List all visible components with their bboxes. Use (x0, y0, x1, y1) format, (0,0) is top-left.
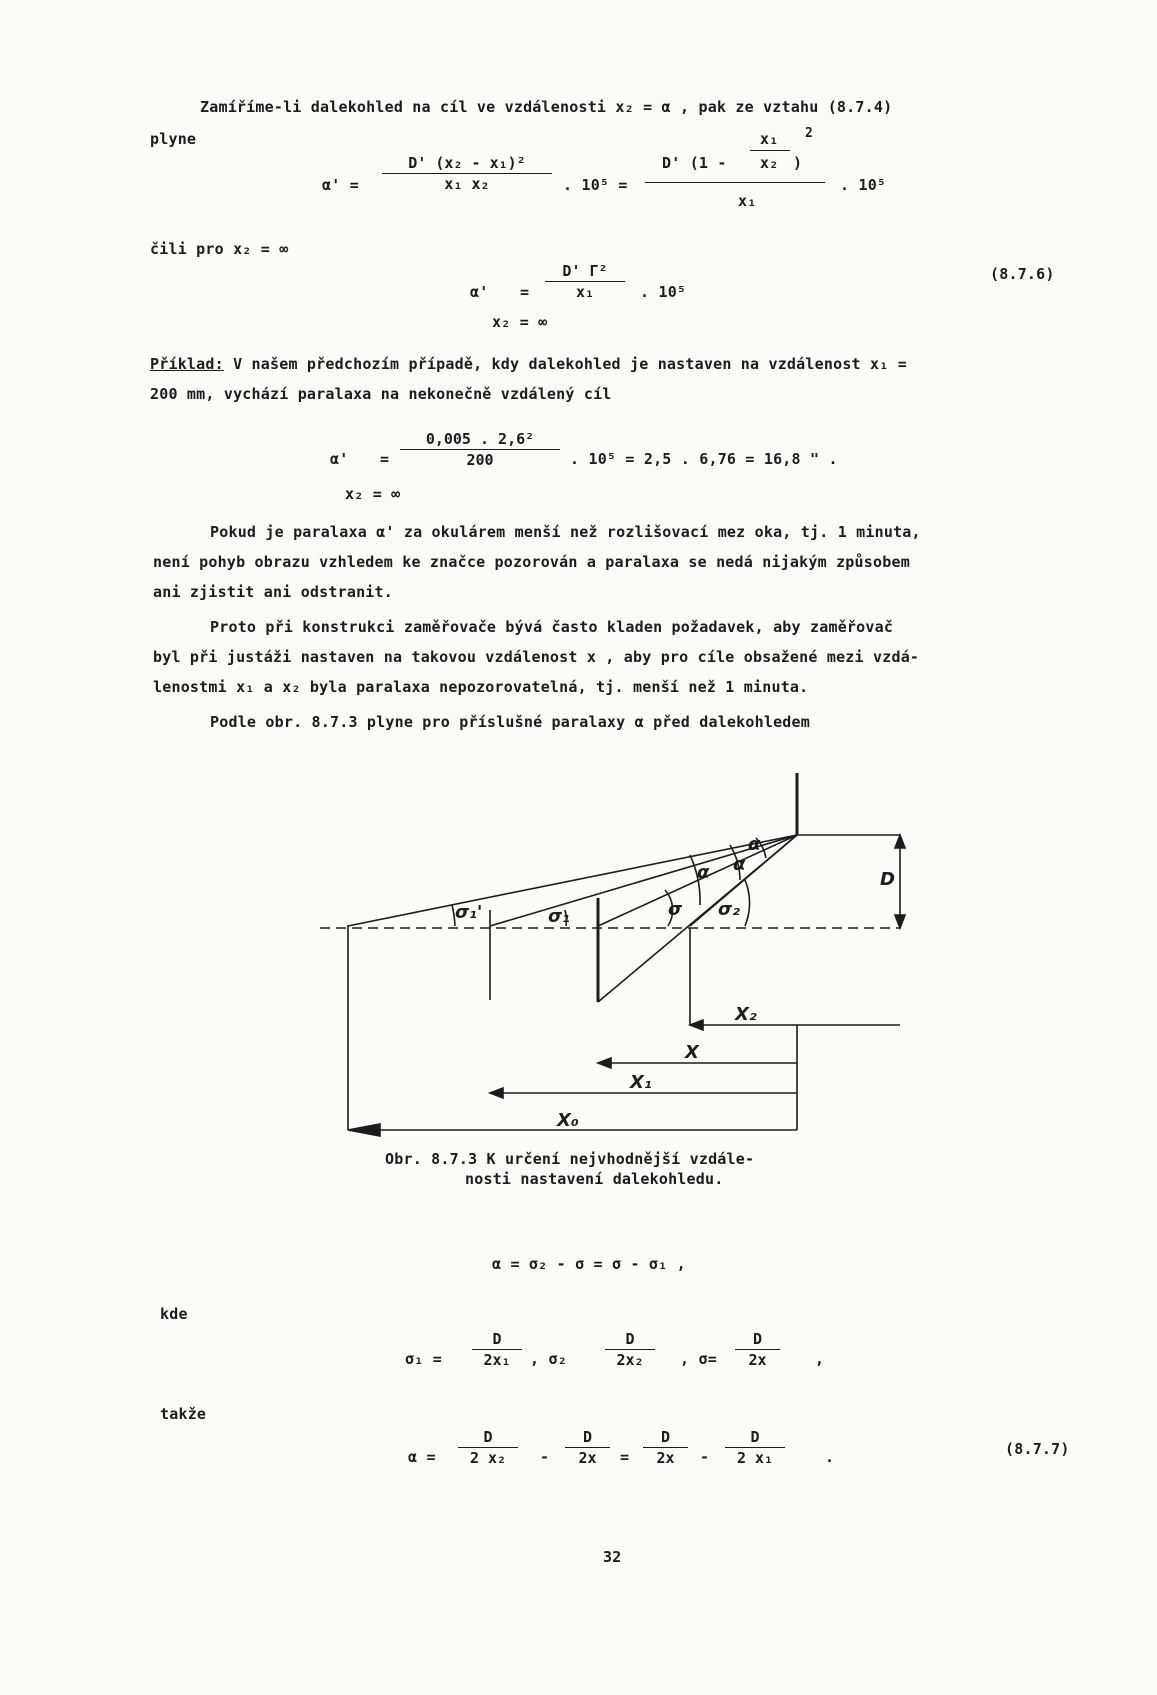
equation-text: = (520, 283, 530, 301)
equation-text: . 10⁵ = (563, 176, 628, 194)
text-line: takže (160, 1405, 207, 1423)
x1-label: X₁ (630, 1072, 652, 1093)
fraction: D 2 x₂ (458, 1428, 518, 1467)
equation-text: D' (1 - (662, 154, 727, 172)
equation-label: (8.7.6) (990, 265, 1055, 283)
fraction: D' (x₂ - x₁)² x₁ x₂ (382, 154, 552, 193)
text-line: lenostmi x₁ a x₂ byla paralaxa nepozorovatelná, tj. menší než 1 minuta. (153, 678, 809, 696)
alpha-label: α (733, 854, 746, 875)
equation-label: (8.7.7) (1005, 1440, 1070, 1458)
text-line: plyne (150, 130, 197, 148)
text-line: byl při justáži nastaven na takovou vzdálenost x , aby pro cíle obsažené mezi vzdá- (153, 648, 920, 666)
equation-text: . 10⁵ (840, 176, 887, 194)
fraction: D 2 x₁ (725, 1428, 785, 1467)
fraction: D 2x (643, 1428, 688, 1467)
example-text: V našem předchozím případě, kdy dalekohled je nastaven na vzdálenost x₁ = (223, 355, 907, 373)
example-label: Příklad: (150, 355, 224, 373)
equation: α = σ₂ - σ = σ - σ₁ , (492, 1255, 686, 1273)
equation-text: , σ= (680, 1350, 717, 1368)
x-label: X (685, 1042, 699, 1063)
text-line: Proto při konstrukci zaměřovače bývá často kladen požadavek, aby zaměřovač (210, 618, 894, 636)
equation-text: x₁ (738, 192, 757, 210)
equation-text: , σ₂ (530, 1350, 567, 1368)
equation-text: x₂ = ∞ (492, 313, 548, 331)
equation-text: ) (793, 154, 803, 172)
equation-text: . 10⁵ = 2,5 . 6,76 = 16,8 " . (570, 450, 838, 468)
fraction: 0,005 . 2,6² 200 (400, 430, 560, 469)
x2-label: X₂ (735, 1004, 757, 1025)
equation-text: x₂ = ∞ (345, 485, 401, 503)
text-line: Pokud je paralaxa α' za okulárem menší než rozlišovací mez oka, tj. 1 minuta, (210, 523, 921, 541)
d-label: D (880, 869, 895, 890)
alpha-label: α (697, 862, 710, 883)
fraction: D 2x (735, 1330, 780, 1369)
equation-text: σ₁ = (405, 1350, 442, 1368)
angle-arc (745, 880, 750, 926)
equation-text: = (620, 1448, 630, 1466)
equation-text: . (825, 1448, 835, 1466)
equation-text: 2 (805, 126, 814, 141)
fraction: D 2x (565, 1428, 610, 1467)
equation-lhs: α' (470, 283, 489, 301)
equation-text: - (700, 1448, 710, 1466)
equation-text: α = (408, 1448, 436, 1466)
text-line: není pohyb obrazu vzhledem ke značce pozorován a paralaxa se nedá nijakým způsobem (153, 553, 910, 571)
fraction: D 2x₁ (472, 1330, 522, 1369)
equation-text: - (540, 1448, 550, 1466)
figure-caption: Obr. 8.7.3 K určení nejvhodnější vzdále- (385, 1150, 755, 1168)
text-line: Podle obr. 8.7.3 plyne pro příslušné paralaxy α před dalekohledem (210, 713, 810, 731)
page-number: 32 (603, 1548, 622, 1566)
sigma-label: σ (668, 899, 683, 920)
equation-text: x₂ (760, 154, 779, 172)
equation-text: , (815, 1350, 825, 1368)
equation-lhs: α' (330, 450, 349, 468)
text-line: čili pro x₂ = ∞ (150, 240, 289, 258)
text-line: 200 mm, vychází paralaxa na nekonečně vzdálený cíl (150, 385, 612, 403)
x0-label: X₀ (557, 1110, 579, 1131)
equation-text: . 10⁵ (640, 283, 687, 301)
equation-text: = (380, 450, 390, 468)
text-line: ani zjistit ani odstranit. (153, 583, 393, 601)
alpha-label: α (748, 834, 761, 855)
fraction: D' Γ² x₁ (545, 262, 625, 301)
equation-lhs: α' = (322, 176, 359, 194)
sigma-left-label: σ₁' (455, 902, 483, 923)
text-line: Zamíříme-li dalekohled na cíl ve vzdálenosti x₂ = α , pak ze vztahu (8.7.4) (200, 98, 893, 116)
figure-caption: nosti nastavení dalekohledu. (465, 1170, 724, 1188)
equation-text: x₁ (760, 130, 779, 148)
sigma1-label: σ₁ (548, 906, 570, 927)
text-line: kde (160, 1305, 188, 1323)
fraction: D 2x₂ (605, 1330, 655, 1369)
sigma2-label: σ₂ (718, 899, 740, 920)
